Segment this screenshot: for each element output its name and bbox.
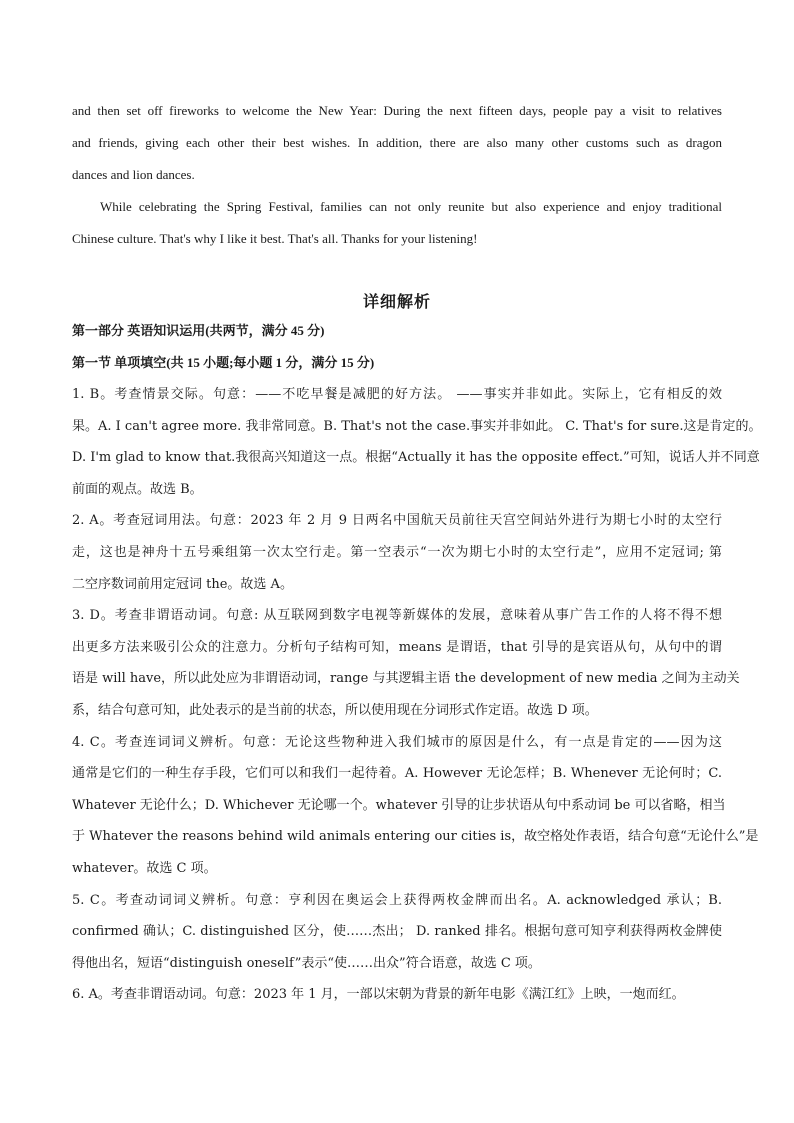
answer-line: 语是 will have，所以此处应为非谓语动词，range 与其逻辑主语 the development of new media 之间为主动关 [72, 671, 740, 687]
answer-line: whatever。故选 C 项。 [72, 860, 217, 876]
answer-line: 5. C。考查动词词义辨析。句意：亨利因在奥运会上获得两枚金牌而出名。A. acknowledged 承认；B. [72, 892, 722, 908]
essay-paragraph [72, 95, 722, 191]
answer-line: 得他出名，短语“distinguish oneself”表示“使……出众”符合语意，故选 C 项。 [72, 955, 541, 971]
answer-line: 果。A. I can't agree more. 我非常同意。B. That's not the case.事实并非如此。 C. That's for sure.这是肯定的。 [72, 418, 762, 434]
essay-line: and then set off fireworks to welcome the New Year: During the next fifteen days, people pay a visit to relatives [72, 103, 722, 118]
answer-line: 1. B。考查情景交际。句意：——不吃早餐是减肥的好方法。 ——事实并非如此。实际上，它有相反的效 [72, 387, 722, 402]
answer-item-5 [72, 885, 722, 980]
answer-line: 二空序数词前用定冠词 the。故选 A。 [72, 576, 293, 592]
answer-line: 走，这也是神舟十五号乘组第一次太空行走。第一空表示“一次为期七小时的太空行走”，应用不定冠词; 第 [72, 544, 722, 560]
answer-line: 出更多方法来吸引公众的注意力。分析句子结构可知，means 是谓语，that 引导的是宾语从句，从句中的谓 [72, 639, 722, 655]
essay-line: While celebrating the Spring Festival, families can not only reunite but also experience and enjoy traditional [100, 199, 722, 214]
answer-item-4 [72, 727, 759, 885]
answer-line: 系，结合句意可知，此处表示的是当前的状态，所以使用现在分词形式作定语。故选 D 项。 [72, 702, 598, 718]
part-heading: 第一部分 英语知识运用(共两节，满分 45 分) [72, 323, 325, 338]
essay-paragraph [72, 191, 722, 255]
answer-line: 4. C。考查连词词义辨析。句意：无论这些物种进入我们城市的原因是什么，有一点是肯定的——因为这 [72, 734, 722, 750]
analysis-title: 详细解析 [362, 292, 431, 311]
essay-line: and friends, giving each other their best wishes. In addition, there are also many other customs such as dragon [72, 135, 722, 150]
answer-line: Whatever 无论什么；D. Whichever 无论哪一个。whatever 引导的让步状语从句中系动词 be 可以省略，相当 [72, 797, 726, 813]
answer-item-3 [72, 600, 740, 726]
answer-list [72, 379, 762, 1011]
answer-line: 3. D。考查非谓语动词。句意: 从互联网到数字电视等新媒体的发展，意味着从事广告工作的人将不得不想 [72, 608, 722, 624]
answer-item-2 [72, 505, 722, 600]
answer-item-6 [72, 979, 722, 1011]
essay-line: dances and lion dances. [72, 167, 195, 182]
answer-line: 通常是它们的一种生存手段，它们可以和我们一起待着。A. However 无论怎样；B. Whenever 无论何时；C. [72, 766, 722, 782]
answer-line: 6. A。考查非谓语动词。句意：2023 年 1 月，一部以宋朝为背景的新年电影《满江红》上映，一炮而红。 [72, 987, 685, 1003]
essay-line: Chinese culture. That's why I like it best. That's all. Thanks for your listening! [72, 231, 478, 246]
answer-line: 前面的观点。故选 B。 [72, 481, 203, 497]
essay-text [72, 95, 722, 255]
answer-line: D. I'm glad to know that.我很高兴知道这一点。根据“Actually it has the opposite effect.”可知，说话人并不同意 [72, 450, 760, 466]
answer-line: 2. A。考查冠词用法。句意：2023 年 2 月 9 日两名中国航天员前往天宫空间站外进行为期七小时的太空行 [72, 513, 722, 529]
answer-item-1 [72, 379, 762, 505]
section-heading: 第一节 单项填空(共 15 小题;每小题 1 分，满分 15 分) [72, 355, 375, 370]
answer-line: confirmed 确认；C. distinguished 区分，使……杰出； D. ranked 排名。根据句意可知亨利获得两枚金牌使 [72, 924, 722, 940]
answer-line: 于 Whatever the reasons behind wild animals entering our cities is，故空格处作表语，结合句意“无论什么”是 [72, 829, 759, 845]
